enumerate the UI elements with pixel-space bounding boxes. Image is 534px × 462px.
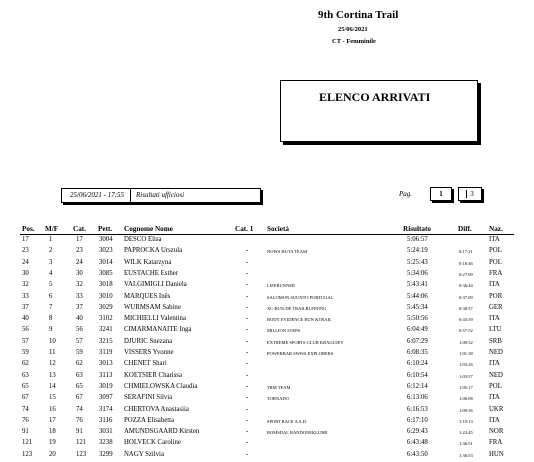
row-mf: 13	[49, 371, 56, 379]
table-row	[0, 394, 534, 405]
row-diff: 0:37:09	[459, 294, 473, 300]
row-diff: 0:27:09	[459, 271, 473, 277]
row-cat: 32	[76, 281, 83, 289]
row-result: 6:43:48	[407, 439, 428, 447]
row-pos: 56	[22, 326, 29, 334]
row-name: POZZA Elisabetta	[124, 416, 175, 424]
row-cat: 63	[76, 371, 83, 379]
row-diff: 1:36:51	[459, 441, 473, 447]
row-mf: 8	[49, 315, 53, 323]
row-name: WURMSAM Sabine	[124, 303, 181, 311]
table-row	[0, 383, 534, 394]
col-header-club: Società	[267, 225, 289, 233]
row-cat1: -	[246, 292, 249, 300]
row-name: KOETSIER Charissa	[124, 371, 182, 379]
row-result: 5:45:34	[407, 303, 428, 311]
row-cat: 67	[76, 394, 83, 402]
row-cat: 76	[76, 416, 83, 424]
row-pett: 3241	[99, 326, 113, 334]
row-cat: 37	[76, 303, 83, 311]
row-result: 5:25:43	[407, 258, 428, 266]
row-pos: 76	[22, 416, 29, 424]
result-status: Risultati ufficiosi	[136, 191, 185, 199]
row-mf: 5	[49, 281, 53, 289]
row-diff: 0:38:37	[459, 305, 473, 311]
row-mf: 1	[49, 236, 53, 243]
row-cat1: -	[246, 326, 249, 334]
row-cat: 91	[76, 428, 83, 436]
col-header-diff: Diff.	[458, 225, 472, 233]
row-pett: 3174	[99, 405, 113, 413]
row-club: NOWA HUTA TEAM	[267, 249, 308, 255]
row-pett: 3215	[99, 337, 113, 345]
row-name: DESCO Elisa	[124, 236, 162, 243]
row-pett: 3023	[99, 247, 113, 255]
table-row	[0, 281, 534, 292]
row-name: NAGY Szilvia	[124, 450, 164, 458]
row-pos: 24	[22, 258, 29, 266]
row-pos: 57	[22, 337, 29, 345]
row-mf: 2	[49, 247, 53, 255]
row-naz: NOR	[489, 428, 504, 436]
row-result: 6:10:24	[407, 360, 428, 368]
table-row	[0, 326, 534, 337]
row-cat1: -	[246, 281, 249, 289]
row-pos: 91	[22, 428, 29, 436]
row-cat: 62	[76, 360, 83, 368]
timestamp-status-box	[61, 188, 261, 203]
row-mf: 9	[49, 326, 53, 334]
row-mf: 11	[49, 349, 56, 356]
row-naz: SRB	[489, 337, 502, 345]
row-name: SERAFINI Silvia	[124, 394, 173, 402]
row-result: 5:24:19	[407, 247, 428, 255]
row-club: EXTREME SPORTS CLUB KRAGUJEV	[267, 339, 344, 345]
row-naz: ITA	[489, 416, 500, 424]
table-row	[0, 304, 534, 315]
row-club: TORNADO	[267, 396, 289, 402]
row-name: MICHIELLI Valentina	[124, 315, 186, 323]
row-cat: 17	[76, 236, 83, 243]
row-naz: HUN	[489, 450, 504, 458]
row-result: 6:43:50	[407, 450, 428, 458]
row-pos: 121	[22, 439, 33, 447]
row-club: ROMSDAL RANDONEKLUBB	[267, 430, 328, 436]
row-pett: 3014	[99, 258, 113, 266]
event-title: 9th Cortina Trail	[318, 9, 399, 21]
row-pett: 3029	[99, 303, 113, 311]
row-mf: 19	[49, 439, 56, 447]
row-diff: 1:03:57	[459, 373, 473, 379]
row-result: 6:07:29	[407, 337, 428, 345]
row-cat1: -	[246, 360, 249, 368]
row-cat: 40	[76, 315, 83, 323]
row-result: 5:44:06	[407, 292, 428, 300]
row-result: 5:06:57	[407, 236, 428, 243]
row-club: LIFERUNNER	[267, 283, 295, 289]
event-category: CT - Femminile	[332, 38, 376, 45]
row-naz: GER	[489, 303, 503, 311]
row-naz: POL	[489, 258, 502, 266]
row-diff: 1:09:56	[459, 407, 473, 413]
row-pos: 30	[22, 269, 29, 277]
row-pos: 33	[22, 292, 29, 300]
row-diff: 0:36:44	[459, 283, 473, 289]
row-cat: 74	[76, 405, 83, 413]
timestamp: 25/06/2021 - 17:55	[70, 191, 125, 199]
row-cat1: -	[246, 450, 249, 458]
row-mf: 20	[49, 450, 56, 458]
row-cat: 56	[76, 326, 83, 334]
row-cat1: -	[246, 439, 249, 447]
report-title: ELENCO ARRIVATI	[319, 90, 431, 104]
stamp-divider	[130, 189, 131, 202]
row-cat1: -	[246, 416, 249, 424]
page-total-box	[458, 187, 482, 201]
col-header-naz: Naz.	[489, 225, 503, 233]
table-row	[0, 428, 534, 439]
row-mf: 6	[49, 292, 53, 300]
page-label: Pag.	[399, 190, 413, 198]
row-cat: 59	[76, 349, 83, 356]
row-pett: 3019	[99, 382, 113, 390]
table-row	[0, 338, 534, 349]
table-row	[0, 247, 534, 258]
event-date: 25/06/2021	[338, 26, 368, 33]
row-pett: 3119	[99, 349, 113, 356]
header-rule	[20, 234, 514, 235]
row-naz: POL	[489, 247, 502, 255]
row-pos: 40	[22, 315, 29, 323]
table-row	[0, 439, 534, 450]
row-cat: 123	[76, 450, 87, 458]
row-mf: 3	[49, 258, 53, 266]
row-cat1: -	[246, 405, 249, 413]
row-naz: POL	[489, 382, 502, 390]
row-pett: 3102	[99, 315, 113, 323]
row-pos: 67	[22, 394, 29, 402]
row-name: VALGIMIGLI Daniela	[124, 281, 187, 289]
row-result: 6:04:49	[407, 326, 428, 334]
row-pett: 3113	[99, 371, 113, 379]
row-diff: 1:05:17	[459, 384, 473, 390]
table-row	[0, 259, 534, 270]
row-pos: 37	[22, 303, 29, 311]
row-naz: ITA	[489, 394, 500, 402]
row-pos: 74	[22, 405, 29, 413]
row-pett: 3010	[99, 292, 113, 300]
row-name: VISSERS Yvonne	[124, 349, 174, 356]
col-header-name: Cognome Nome	[124, 225, 173, 233]
row-pos: 62	[22, 360, 29, 368]
row-cat1: -	[246, 303, 249, 311]
row-cat: 57	[76, 337, 83, 345]
row-pos: 65	[22, 382, 29, 390]
row-pett: 3299	[99, 450, 113, 458]
row-cat1: -	[246, 247, 249, 255]
row-naz: ITA	[489, 360, 500, 368]
row-mf: 15	[49, 394, 56, 402]
row-name: DJURIC Snezana	[124, 337, 173, 345]
table-row	[0, 349, 534, 360]
row-name: AMUNDSGAARD Kirsten	[124, 428, 200, 436]
row-cat1: -	[246, 428, 249, 436]
row-club: SALOMON SUUNTO PORTUGAL	[267, 294, 334, 300]
row-result: 5:43:41	[407, 281, 428, 289]
col-header-cat1: Cat. 1	[235, 225, 254, 233]
row-mf: 18	[49, 428, 56, 436]
row-naz: LTU	[489, 326, 502, 334]
row-cat1: -	[246, 382, 249, 390]
row-name: CHENET Shari	[124, 360, 167, 368]
row-diff: 1:01:38	[459, 351, 473, 356]
row-cat: 24	[76, 258, 83, 266]
table-row	[0, 451, 534, 462]
row-pos: 23	[22, 247, 29, 255]
row-diff: 1:00:32	[459, 339, 473, 345]
row-naz: NED	[489, 371, 503, 379]
row-pett: 3085	[99, 269, 113, 277]
row-mf: 16	[49, 405, 56, 413]
row-pos: 17	[22, 236, 29, 243]
row-naz: NED	[489, 349, 503, 356]
row-name: HOLVECK Caroline	[124, 439, 181, 447]
row-naz: ITA	[489, 315, 500, 323]
row-cat: 65	[76, 382, 83, 390]
row-mf: 10	[49, 337, 56, 345]
row-name: CHMIELOWSKA Claudia	[124, 382, 198, 390]
row-mf: 4	[49, 269, 53, 277]
row-diff: 0:57:52	[459, 328, 473, 334]
row-naz: FRA	[489, 269, 503, 277]
row-result: 6:16:53	[407, 405, 428, 413]
row-diff: 0:18:46	[459, 260, 473, 266]
row-pett: 3238	[99, 439, 113, 447]
table-row	[0, 270, 534, 281]
page-current: 1	[430, 187, 452, 201]
row-result: 6:29:43	[407, 428, 428, 436]
row-name: EUSTACHE Esther	[124, 269, 179, 277]
row-pos: 59	[22, 349, 29, 356]
row-diff: 1:06:08	[459, 396, 473, 402]
row-result: 6:17:10	[407, 416, 428, 424]
row-cat: 33	[76, 292, 83, 300]
row-result: 5:34:06	[407, 269, 428, 277]
row-result: 5:50:56	[407, 315, 428, 323]
row-pos: 63	[22, 371, 29, 379]
row-club: TRM TEAM	[267, 384, 291, 390]
row-naz: UKR	[489, 405, 504, 413]
row-naz: ITA	[489, 281, 500, 289]
row-cat1: -	[246, 394, 249, 402]
row-pett: 3018	[99, 281, 113, 289]
row-cat1: -	[246, 315, 249, 323]
table-row	[0, 315, 534, 326]
row-result: 6:08:35	[407, 349, 428, 356]
page-total: 3	[466, 190, 474, 198]
table-row	[0, 406, 534, 417]
row-diff: 0:17:21	[459, 249, 473, 255]
row-naz: POR	[489, 292, 503, 300]
row-result: 6:13:06	[407, 394, 428, 402]
row-club: XC-RUN.DE TRAILRUNNING	[267, 305, 327, 311]
row-pett: 3116	[99, 416, 113, 424]
col-header-mf: M/F	[45, 225, 59, 233]
row-club: BODY EVIDENCE RUN &TRAIL	[267, 317, 332, 323]
row-cat: 121	[76, 439, 87, 447]
row-pett: 3031	[99, 428, 113, 436]
row-result: 6:12:14	[407, 382, 428, 390]
row-pett: 3013	[99, 360, 113, 368]
table-row	[0, 417, 534, 428]
row-cat: 30	[76, 269, 83, 277]
row-pett: 3004	[99, 236, 113, 243]
table-row	[0, 360, 534, 371]
row-cat1: -	[246, 269, 249, 277]
table-row	[0, 236, 534, 247]
row-cat1: -	[246, 349, 249, 356]
row-mf: 7	[49, 303, 53, 311]
table-row	[0, 372, 534, 383]
row-naz: FRA	[489, 439, 503, 447]
row-diff: 1:22:45	[459, 430, 473, 436]
row-club: MILLION STEPS	[267, 328, 301, 334]
table-row	[0, 293, 534, 304]
row-pos: 123	[22, 450, 33, 458]
row-naz: ITA	[489, 236, 500, 243]
col-header-cat: Cat.	[73, 225, 86, 233]
row-club: SPORT RACE A.S.D.	[267, 418, 308, 424]
row-cat1: -	[246, 258, 249, 266]
row-cat1: -	[246, 337, 249, 345]
row-diff: 0:43:59	[459, 317, 473, 323]
col-header-pos: Pos.	[22, 225, 35, 233]
row-name: PAPROCKA Urszula	[124, 247, 183, 255]
report-title-box	[280, 80, 478, 142]
row-mf: 17	[49, 416, 56, 424]
row-name: WILK Katarzyna	[124, 258, 172, 266]
col-header-pett: Pett.	[98, 225, 113, 233]
row-diff: 1:03:26	[459, 362, 473, 368]
row-diff: 1:10:13	[459, 418, 473, 424]
row-name: CIMARMANAITE Inga	[124, 326, 192, 334]
row-diff: 1:36:53	[459, 452, 473, 458]
row-cat1: -	[246, 371, 249, 379]
col-header-result: Risultato	[403, 225, 431, 233]
row-result: 6:10:54	[407, 371, 428, 379]
row-club: POWERBAR SWISS EXPLORERS	[267, 351, 334, 356]
row-mf: 14	[49, 382, 56, 390]
row-mf: 12	[49, 360, 56, 368]
row-pos: 32	[22, 281, 29, 289]
row-name: MARQUES Inês	[124, 292, 171, 300]
row-cat: 23	[76, 247, 83, 255]
row-name: CHERTOVA Anastasiia	[124, 405, 189, 413]
row-pett: 3097	[99, 394, 113, 402]
